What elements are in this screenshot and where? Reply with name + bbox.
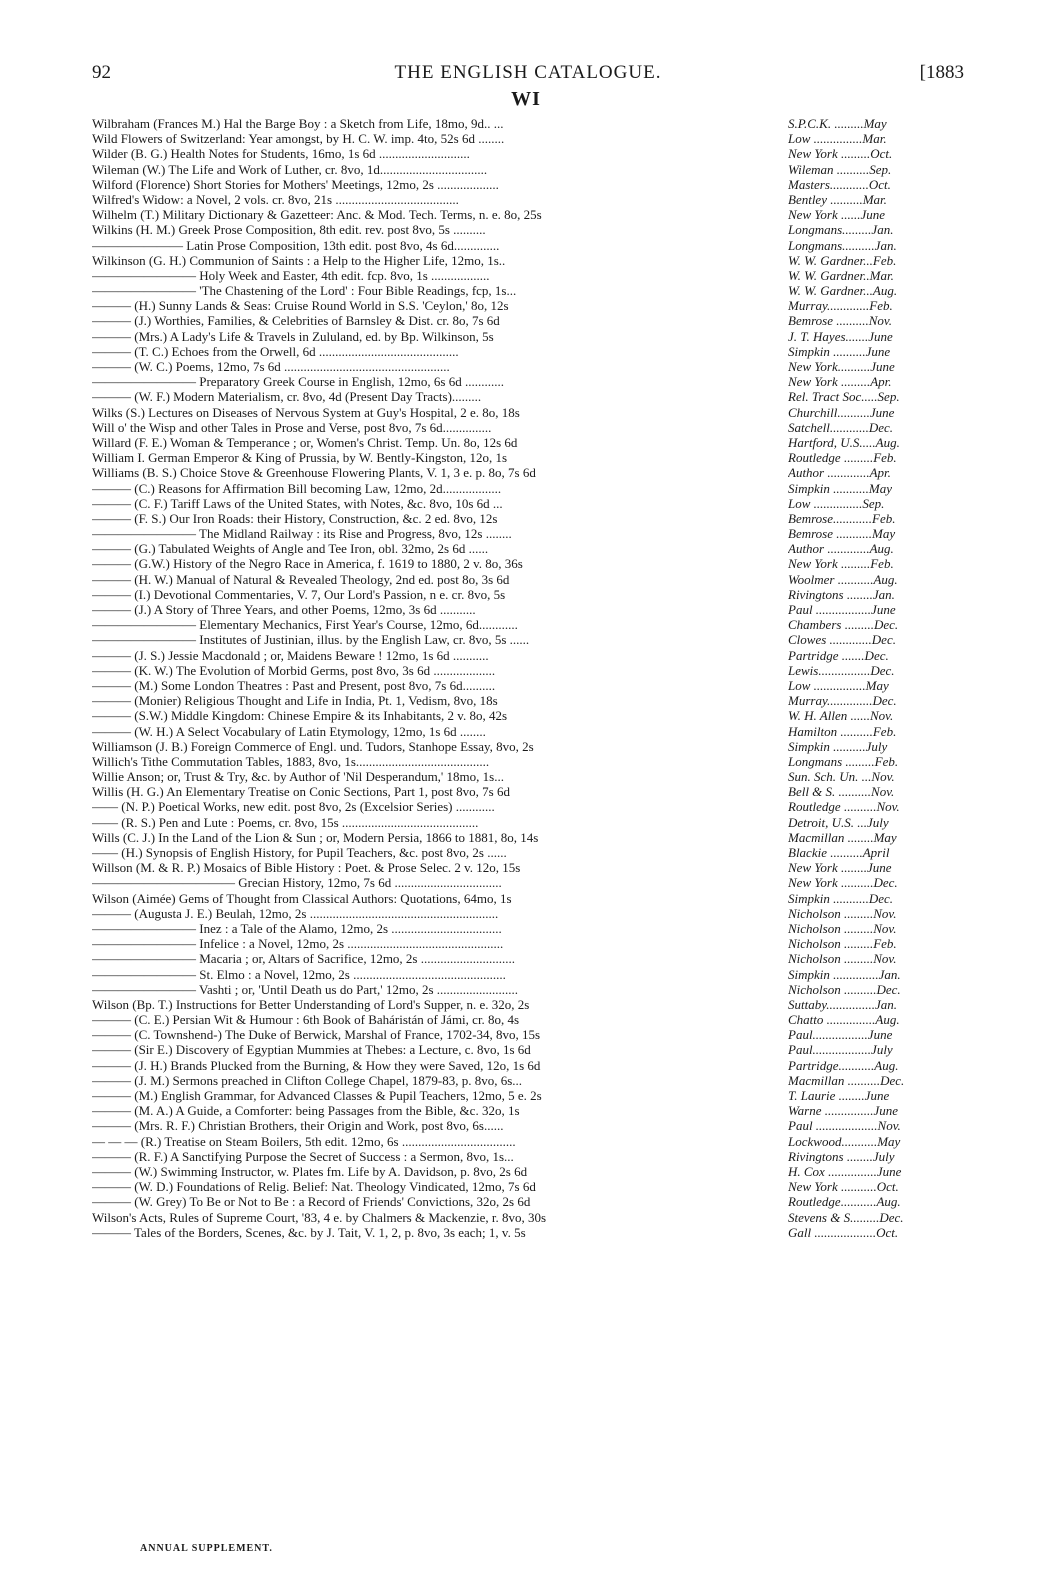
- catalogue-entry: [92, 389, 964, 404]
- entry-publisher-date: Lockwood...........May: [788, 1133, 901, 1149]
- entry-publisher-date: Churchill..........June: [788, 404, 895, 420]
- entry-text: ———————— 'The Chastening of the Lord' : Four Bible Readings, fcp, 1s...: [92, 283, 517, 299]
- catalogue-entry: [92, 1027, 964, 1042]
- entry-publisher-date: Hartford, U.S.....Aug.: [788, 434, 900, 450]
- entry-text: ——— (M.) Some London Theatres : Past and Present, post 8vo, 7s 6d..........: [92, 677, 496, 693]
- entry-publisher-date: Macmillan ..........Dec.: [788, 1072, 905, 1088]
- entry-publisher-date: Simpkin ..............Jan.: [788, 966, 901, 982]
- entry-publisher-date: Routledge ..........Nov.: [788, 799, 900, 815]
- entry-publisher-date: Nicholson ..........Dec.: [788, 981, 901, 997]
- entry-publisher-date: Murray..............Dec.: [788, 693, 897, 709]
- entry-publisher-date: W. W. Gardner..Mar.: [788, 267, 894, 283]
- entry-text: Wild Flowers of Switzerland: Year amongst, by H. C. W. imp. 4to, 52s 6d ........: [92, 131, 505, 147]
- catalogue-entry: [92, 739, 964, 754]
- catalogue-entry: [92, 116, 964, 131]
- entry-text: ———————— St. Elmo : a Novel, 12mo, 2s ...............................................: [92, 966, 506, 982]
- catalogue-entry: [92, 222, 964, 237]
- catalogue-entry: [92, 784, 964, 799]
- entry-publisher-date: Paul ...................Nov.: [788, 1118, 901, 1134]
- entry-text: Wilford (Florence) Short Stories for Mothers' Meetings, 12mo, 2s ...................: [92, 176, 499, 192]
- catalogue-entry: [92, 374, 964, 389]
- entry-text: Wilson (Aimée) Gems of Thought from Classical Authors: Quotations, 64mo, 1s: [92, 890, 512, 906]
- entry-publisher-date: Lewis................Dec.: [788, 662, 895, 678]
- entry-text: ——— (J. S.) Jessie Macdonald ; or, Maidens Beware ! 12mo, 1s 6d ...........: [92, 647, 489, 663]
- entry-publisher-date: Paul.................June: [788, 1027, 893, 1043]
- entry-publisher-date: Nicholson .........Nov.: [788, 951, 897, 967]
- catalogue-entry: [92, 450, 964, 465]
- entry-publisher-date: Bemrose............Feb.: [788, 510, 896, 526]
- entry-publisher-date: New York .........Apr.: [788, 374, 892, 390]
- entry-text: ———————— Institutes of Justinian, illus. by the English Law, cr. 8vo, 5s ......: [92, 632, 530, 648]
- entry-text: ——— (F. S.) Our Iron Roads: their History, Construction, &c. 2 ed. 8vo, 12s: [92, 510, 498, 526]
- entry-publisher-date: Bentley ..........Mar.: [788, 191, 887, 207]
- entry-text: ——— (W. H.) A Select Vocabulary of Latin Etymology, 12mo, 1s 6d ........: [92, 723, 486, 739]
- catalogue-entry: [92, 268, 964, 283]
- catalogue-entry: [92, 511, 964, 526]
- catalogue-entry: [92, 572, 964, 587]
- catalogue-entry: [92, 131, 964, 146]
- entry-text: ——— (J. H.) Brands Plucked from the Burning, & How they were Saved, 12o, 1s 6d: [92, 1057, 541, 1073]
- entry-publisher-date: Rivingtons ........July: [788, 1148, 895, 1164]
- entry-publisher-date: J. T. Hayes.......June: [788, 328, 893, 344]
- catalogue-entry: [92, 1118, 964, 1133]
- catalogue-entry: [92, 875, 964, 890]
- entry-publisher-date: Paul .................June: [788, 602, 896, 617]
- entry-text: ——— (S.W.) Middle Kingdom: Chinese Empire & its Inhabitants, 2 v. 8o, 42s: [92, 708, 508, 724]
- catalogue-entry: [92, 678, 964, 693]
- entry-text: ——————— Latin Prose Composition, 13th edit. post 8vo, 4s 6d..............: [92, 237, 500, 253]
- entry-publisher-date: New York ........June: [788, 860, 892, 876]
- entry-publisher-date: Longmans .........Feb.: [788, 753, 899, 769]
- catalogue-entry: [92, 769, 964, 784]
- catalogue-entry: [92, 967, 964, 982]
- catalogue-entry: [92, 465, 964, 480]
- catalogue-entry: [92, 496, 964, 511]
- entry-text: William I. German Emperor & King of Prussia, by W. Bently-Kingston, 12o, 1s: [92, 450, 508, 466]
- entry-text: ——— (C. F.) Tariff Laws of the United States, with Notes, &c. 8vo, 10s 6d ...: [92, 495, 503, 511]
- catalogue-entry: [92, 253, 964, 268]
- entry-text: ——— (H.) Sunny Lands & Seas: Cruise Round World in S.S. 'Ceylon,' 8o, 12s: [92, 298, 509, 314]
- entry-text: ——— (Monier) Religious Thought and Life in India, Pt. 1, Vedism, 8vo, 18s: [92, 693, 498, 709]
- catalogue-entry: [92, 951, 964, 966]
- entry-text: Wilbraham (Frances M.) Hal the Barge Boy : a Sketch from Life, 18mo, 9d.. ...: [92, 116, 504, 131]
- entry-text: ——————————— Grecian History, 12mo, 7s 6d .................................: [92, 875, 502, 891]
- entry-text: ——— (K. W.) The Evolution of Morbid Germs, post 8vo, 3s 6d ...................: [92, 662, 496, 678]
- entry-publisher-date: Stevens & S.........Dec.: [788, 1209, 904, 1225]
- catalogue-entry: [92, 1164, 964, 1179]
- entry-publisher-date: Low ...............Mar.: [788, 131, 887, 147]
- entry-text: ——— (M.) English Grammar, for Advanced Classes & Pupil Teachers, 12mo, 5 e. 2s: [92, 1088, 542, 1103]
- entry-text: ———————— Macaria ; or, Altars of Sacrifice, 12mo, 2s .............................: [92, 951, 515, 967]
- catalogue-entry: [92, 359, 964, 374]
- entry-publisher-date: Partridge...........Aug.: [788, 1057, 899, 1073]
- entry-text: ——— (Mrs.) A Lady's Life & Travels in Zululand, ed. by Bp. Wilkinson, 5s: [92, 328, 494, 344]
- entry-text: ——— (I.) Devotional Commentaries, V. 7, Our Lord's Passion, n e. cr. 8vo, 5s: [92, 586, 506, 602]
- entry-text: Wilfred's Widow: a Novel, 2 vols. cr. 8vo, 21s ......................................: [92, 191, 459, 207]
- entry-text: ——— (C. E.) Persian Wit & Humour : 6th Book of Baháristán of Jámi, cr. 8o, 4s: [92, 1012, 520, 1028]
- entry-publisher-date: New York .........Feb.: [788, 556, 894, 572]
- entry-text: ——— (W. F.) Modern Materialism, cr. 8vo, 4d (Present Day Tracts).........: [92, 389, 482, 405]
- catalogue-entry: [92, 921, 964, 936]
- entry-text: ——— (W.) Swimming Instructor, w. Plates fm. Life by A. Davidson, p. 8vo, 2s 6d: [92, 1163, 528, 1179]
- catalogue-entry: [92, 708, 964, 723]
- entry-publisher-date: Author .............Aug.: [788, 541, 894, 557]
- catalogue-entry: [92, 693, 964, 708]
- catalogue-entry: [92, 1103, 964, 1118]
- entry-publisher-date: Woolmer ...........Aug.: [788, 571, 898, 587]
- catalogue-entry: [92, 481, 964, 496]
- entry-publisher-date: Bemrose ...........May: [788, 526, 896, 542]
- catalogue-entry: [92, 238, 964, 253]
- entry-publisher-date: Clowes .............Dec.: [788, 632, 896, 648]
- entry-text: Willis (H. G.) An Elementary Treatise on Conic Sections, Part 1, post 8vo, 7s 6d: [92, 784, 510, 800]
- entry-text: ——— (C. Townshend-) The Duke of Berwick, Marshal of France, 1702-34, 8vo, 15s: [92, 1027, 541, 1043]
- entry-publisher-date: Simpkin ...........Dec.: [788, 890, 894, 906]
- catalogue-entry: [92, 1210, 964, 1225]
- catalogue-entry: [92, 891, 964, 906]
- entry-text: ——— (T. C.) Echoes from the Orwell, 6d ...........................................: [92, 343, 459, 359]
- catalogue-entry: [92, 1149, 964, 1164]
- catalogue-entry: [92, 617, 964, 632]
- entry-publisher-date: Wileman ..........Sep.: [788, 161, 892, 177]
- catalogue-entry: [92, 1225, 964, 1240]
- entry-publisher-date: Blackie ..........April: [788, 845, 890, 860]
- entry-publisher-date: Bell & S. ..........Nov.: [788, 784, 895, 800]
- entry-text: ———————— Vashti ; or, 'Until Death us do Part,' 12mo, 2s .........................: [92, 981, 519, 997]
- entry-text: ——— (J.) Worthies, Families, & Celebrities of Barnsley & Dist. cr. 8o, 7s 6d: [92, 313, 500, 329]
- entry-publisher-date: T. Laurie ........June: [788, 1088, 890, 1103]
- entry-text: Willson (M. & R. P.) Mosaics of Bible History : Poet. & Prose Selec. 2 v. 12o, 15s: [92, 860, 521, 876]
- entry-text: ———————— Infelice : a Novel, 12mo, 2s ................................................: [92, 936, 504, 952]
- entry-publisher-date: Gall ...................Oct.: [788, 1224, 899, 1240]
- catalogue-entry: [92, 420, 964, 435]
- entry-publisher-date: New York ...........Oct.: [788, 1179, 899, 1195]
- entry-publisher-date: Suttaby...............Jan.: [788, 996, 898, 1012]
- entry-publisher-date: Simpkin ...........May: [788, 480, 892, 496]
- catalogue-entry: [92, 1042, 964, 1057]
- catalogue-entry: [92, 192, 964, 207]
- entry-text: ———————— Preparatory Greek Course in English, 12mo, 6s 6d ............: [92, 374, 504, 390]
- entry-text: ———————— Holy Week and Easter, 4th edit. fcp. 8vo, 1s ..................: [92, 267, 490, 283]
- entry-publisher-date: Chatto ...............Aug.: [788, 1012, 900, 1028]
- catalogue-entry: [92, 298, 964, 313]
- entry-publisher-date: Simpkin ..........June: [788, 343, 891, 359]
- catalogue-entry: [92, 526, 964, 541]
- entry-text: Wileman (W.) The Life and Work of Luther, cr. 8vo, 1d.................................: [92, 161, 488, 177]
- entry-text: Wilkins (H. M.) Greek Prose Composition, 8th edit. rev. post 8vo, 5s ..........: [92, 222, 486, 238]
- entry-publisher-date: Longmans.........Jan.: [788, 222, 894, 238]
- entry-publisher-date: Macmillan ........May: [788, 829, 897, 845]
- entry-publisher-date: New York ......June: [788, 207, 886, 223]
- entry-publisher-date: New York ..........Dec.: [788, 875, 898, 891]
- entry-text: Will o' the Wisp and other Tales in Prose and Verse, post 8vo, 7s 6d...............: [92, 419, 492, 435]
- section-heading: WI: [511, 88, 541, 110]
- entry-text: ———————— The Midland Railway : its Rise and Progress, 8vo, 12s ........: [92, 526, 512, 542]
- page-header: [92, 62, 964, 88]
- entry-text: Wilson (Bp. T.) Instructions for Better Understanding of Lord's Supper, n. e. 32o, 2s: [92, 996, 530, 1012]
- entry-publisher-date: W. W. Gardner...Aug.: [788, 283, 898, 299]
- catalogue-entry: [92, 435, 964, 450]
- catalogue-entry: [92, 1058, 964, 1073]
- entry-publisher-date: W. H. Allen ......Nov.: [788, 708, 894, 724]
- entry-text: —— (N. P.) Poetical Works, new edit. post 8vo, 2s (Excelsior Series) ............: [92, 799, 495, 815]
- entry-text: —— (R. S.) Pen and Lute : Poems, cr. 8vo, 15s ..........................................: [92, 814, 479, 830]
- entry-publisher-date: Hamilton ..........Feb.: [788, 723, 897, 739]
- entry-publisher-date: Routledge...........Aug.: [788, 1194, 901, 1210]
- entry-text: ———————— Elementary Mechanics, First Year's Course, 12mo, 6d............: [92, 617, 518, 633]
- entry-text: ——— (W. C.) Poems, 12mo, 7s 6d ...................................................: [92, 359, 450, 374]
- entry-text: Wilhelm (T.) Military Dictionary & Gazetteer: Anc. & Mod. Tech. Terms, n. e. 8o, 25s: [92, 207, 542, 223]
- catalogue-entry: [92, 936, 964, 951]
- catalogue-entry: [92, 799, 964, 814]
- catalogue-entry: [92, 162, 964, 177]
- catalogue-entry: [92, 1179, 964, 1194]
- entry-text: ——— Tales of the Borders, Scenes, &c. by J. Tait, V. 1, 2, p. 8vo, 3s each; 1, v. 5s: [92, 1224, 526, 1240]
- entry-list: [92, 116, 964, 1240]
- catalogue-entry: [92, 313, 964, 328]
- entry-publisher-date: H. Cox ...............June: [788, 1163, 902, 1179]
- catalogue-entry: [92, 663, 964, 678]
- catalogue-entry: [92, 1088, 964, 1103]
- entry-text: Williamson (J. B.) Foreign Commerce of Engl. und. Tudors, Stanhope Essay, 8vo, 2s: [92, 738, 534, 754]
- entry-publisher-date: Detroit, U.S. ...July: [788, 814, 889, 830]
- entry-publisher-date: Author .............Apr.: [788, 465, 891, 481]
- entry-text: ——— (C.) Reasons for Affirmation Bill becoming Law, 12mo, 2d..................: [92, 480, 502, 496]
- entry-text: Willard (F. E.) Woman & Temperance ; or, Women's Christ. Temp. Un. 8o, 12s 6d: [92, 434, 518, 450]
- year-label: [1883: [919, 62, 964, 83]
- entry-publisher-date: W. W. Gardner...Feb.: [788, 252, 897, 268]
- entry-text: Wilder (B. G.) Health Notes for Students, 16mo, 1s 6d ............................: [92, 146, 470, 162]
- catalogue-entry: [92, 207, 964, 222]
- catalogue-entry: [92, 1073, 964, 1088]
- catalogue-entry: [92, 982, 964, 997]
- entry-text: Willich's Tithe Commutation Tables, 1883, 8vo, 1s.........................................: [92, 753, 490, 769]
- catalogue-entry: [92, 556, 964, 571]
- catalogue-entry: [92, 541, 964, 556]
- catalogue-entry: [92, 632, 964, 647]
- catalogue-entry: [92, 283, 964, 298]
- catalogue-entry: [92, 1134, 964, 1149]
- entry-publisher-date: Nicholson .........Nov.: [788, 920, 897, 936]
- entry-publisher-date: Murray.............Feb.: [788, 298, 893, 314]
- entry-text: — — — (R.) Treatise on Steam Boilers, 5th edit. 12mo, 6s ...................................: [92, 1133, 516, 1149]
- entry-text: ——— (Sir E.) Discovery of Egyptian Mummies at Thebes: a Lecture, c. 8vo, 1s 6d: [92, 1042, 531, 1058]
- entry-publisher-date: Satchell............Dec.: [788, 419, 894, 435]
- entry-text: Wilks (S.) Lectures on Diseases of Nervous System at Guy's Hospital, 2 e. 8o, 18s: [92, 404, 520, 420]
- entry-publisher-date: Nicholson .........Feb.: [788, 936, 897, 952]
- entry-publisher-date: Sun. Sch. Un. ...Nov.: [788, 769, 895, 785]
- entry-text: ——— (G.W.) History of the Negro Race in America, f. 1619 to 1880, 2 v. 8o, 36s: [92, 556, 523, 572]
- entry-text: Willie Anson; or, Trust & Try, &c. by Author of 'Nil Desperandum,' 18mo, 1s...: [92, 769, 504, 785]
- entry-publisher-date: New York..........June: [788, 359, 895, 374]
- entry-publisher-date: Warne ...............June: [788, 1103, 899, 1119]
- entry-text: ——— (W. D.) Foundations of Relig. Belief: Nat. Theology Vindicated, 12mo, 7s 6d: [92, 1179, 536, 1195]
- entry-text: ——— (M. A.) A Guide, a Comforter: being Passages from the Bible, &c. 32o, 1s: [92, 1103, 520, 1119]
- entry-text: ———————— Inez : a Tale of the Alamo, 12mo, 2s ..................................: [92, 920, 502, 936]
- entry-text: —— (H.) Synopsis of English History, for Pupil Teachers, &c. post 8vo, 2s ......: [92, 845, 507, 860]
- entry-text: Wilson's Acts, Rules of Supreme Court, '83, 4 e. by Chalmers & Mackenzie, r. 8vo, 30s: [92, 1209, 547, 1225]
- entry-publisher-date: Bemrose ..........Nov.: [788, 313, 892, 329]
- footer-label: ANNUAL SUPPLEMENT.: [140, 1543, 273, 1554]
- catalogue-entry: [92, 906, 964, 921]
- catalogue-entry: [92, 1012, 964, 1027]
- catalogue-entry: [92, 602, 964, 617]
- entry-text: ——— (R. F.) A Sanctifying Purpose the Secret of Success : a Sermon, 8vo, 1s...: [92, 1148, 514, 1164]
- entry-publisher-date: Chambers .........Dec.: [788, 617, 899, 633]
- catalogue-entry: [92, 830, 964, 845]
- page-number: 92: [92, 62, 111, 83]
- entry-publisher-date: Rel. Tract Soc.....Sep.: [788, 389, 900, 405]
- entry-text: ——— (G.) Tabulated Weights of Angle and Tee Iron, obl. 32mo, 2s 6d ......: [92, 541, 489, 557]
- entry-text: ——— (J.) A Story of Three Years, and other Poems, 12mo, 3s 6d ...........: [92, 602, 476, 617]
- catalogue-entry: [92, 146, 964, 161]
- page-title: THE ENGLISH CATALOGUE.: [394, 62, 662, 83]
- entry-publisher-date: Paul..................July: [788, 1042, 893, 1058]
- catalogue-entry: [92, 344, 964, 359]
- entry-publisher-date: Nicholson .........Nov.: [788, 905, 897, 921]
- catalogue-entry: [92, 815, 964, 830]
- entry-publisher-date: Rivingtons ........Jan.: [788, 586, 895, 602]
- entry-text: Williams (B. S.) Choice Stove & Greenhouse Flowering Plants, V. 1, 3 e. p. 8o, 7s 6d: [92, 465, 536, 481]
- entry-text: ——— (W. Grey) To Be or Not to Be : a Record of Friends' Convictions, 32o, 2s 6d: [92, 1194, 531, 1210]
- entry-publisher-date: Low ...............Sep.: [788, 495, 885, 511]
- entry-publisher-date: Routledge .........Feb.: [788, 450, 897, 466]
- entry-text: ——— (H. W.) Manual of Natural & Revealed Theology, 2nd ed. post 8o, 3s 6d: [92, 571, 510, 587]
- entry-text: ——— (Mrs. R. F.) Christian Brothers, their Origin and Work, post 8vo, 6s......: [92, 1118, 504, 1134]
- catalogue-entry: [92, 724, 964, 739]
- entry-publisher-date: Partridge .......Dec.: [788, 647, 889, 663]
- entry-text: Wills (C. J.) In the Land of the Lion & Sun ; or, Modern Persia, 1866 to 1881, 8o, 14s: [92, 829, 539, 845]
- entry-text: ——— (J. M.) Sermons preached in Clifton College Chapel, 1879-83, p. 8vo, 6s...: [92, 1072, 523, 1088]
- entry-text: ——— (Augusta J. E.) Beulah, 12mo, 2s ..........................................................: [92, 905, 499, 921]
- entry-publisher-date: Low ................May: [788, 677, 889, 693]
- catalogue-entry: [92, 845, 964, 860]
- entry-text: Wilkinson (G. H.) Communion of Saints : a Help to the Higher Life, 12mo, 1s..: [92, 252, 506, 268]
- entry-publisher-date: Simpkin ..........July: [788, 738, 888, 754]
- catalogue-entry: [92, 648, 964, 663]
- entry-publisher-date: Masters............Oct.: [788, 176, 891, 192]
- entry-publisher-date: S.P.C.K. .........May: [788, 116, 887, 131]
- catalogue-entry: [92, 1194, 964, 1209]
- catalogue-entry: [92, 177, 964, 192]
- catalogue-entry: [92, 329, 964, 344]
- entry-publisher-date: New York .........Oct.: [788, 146, 893, 162]
- catalogue-entry: [92, 587, 964, 602]
- catalogue-entry: [92, 997, 964, 1012]
- catalogue-entry: [92, 860, 964, 875]
- entry-publisher-date: Longmans..........Jan.: [788, 237, 897, 253]
- catalogue-entry: [92, 754, 964, 769]
- catalogue-entry: [92, 405, 964, 420]
